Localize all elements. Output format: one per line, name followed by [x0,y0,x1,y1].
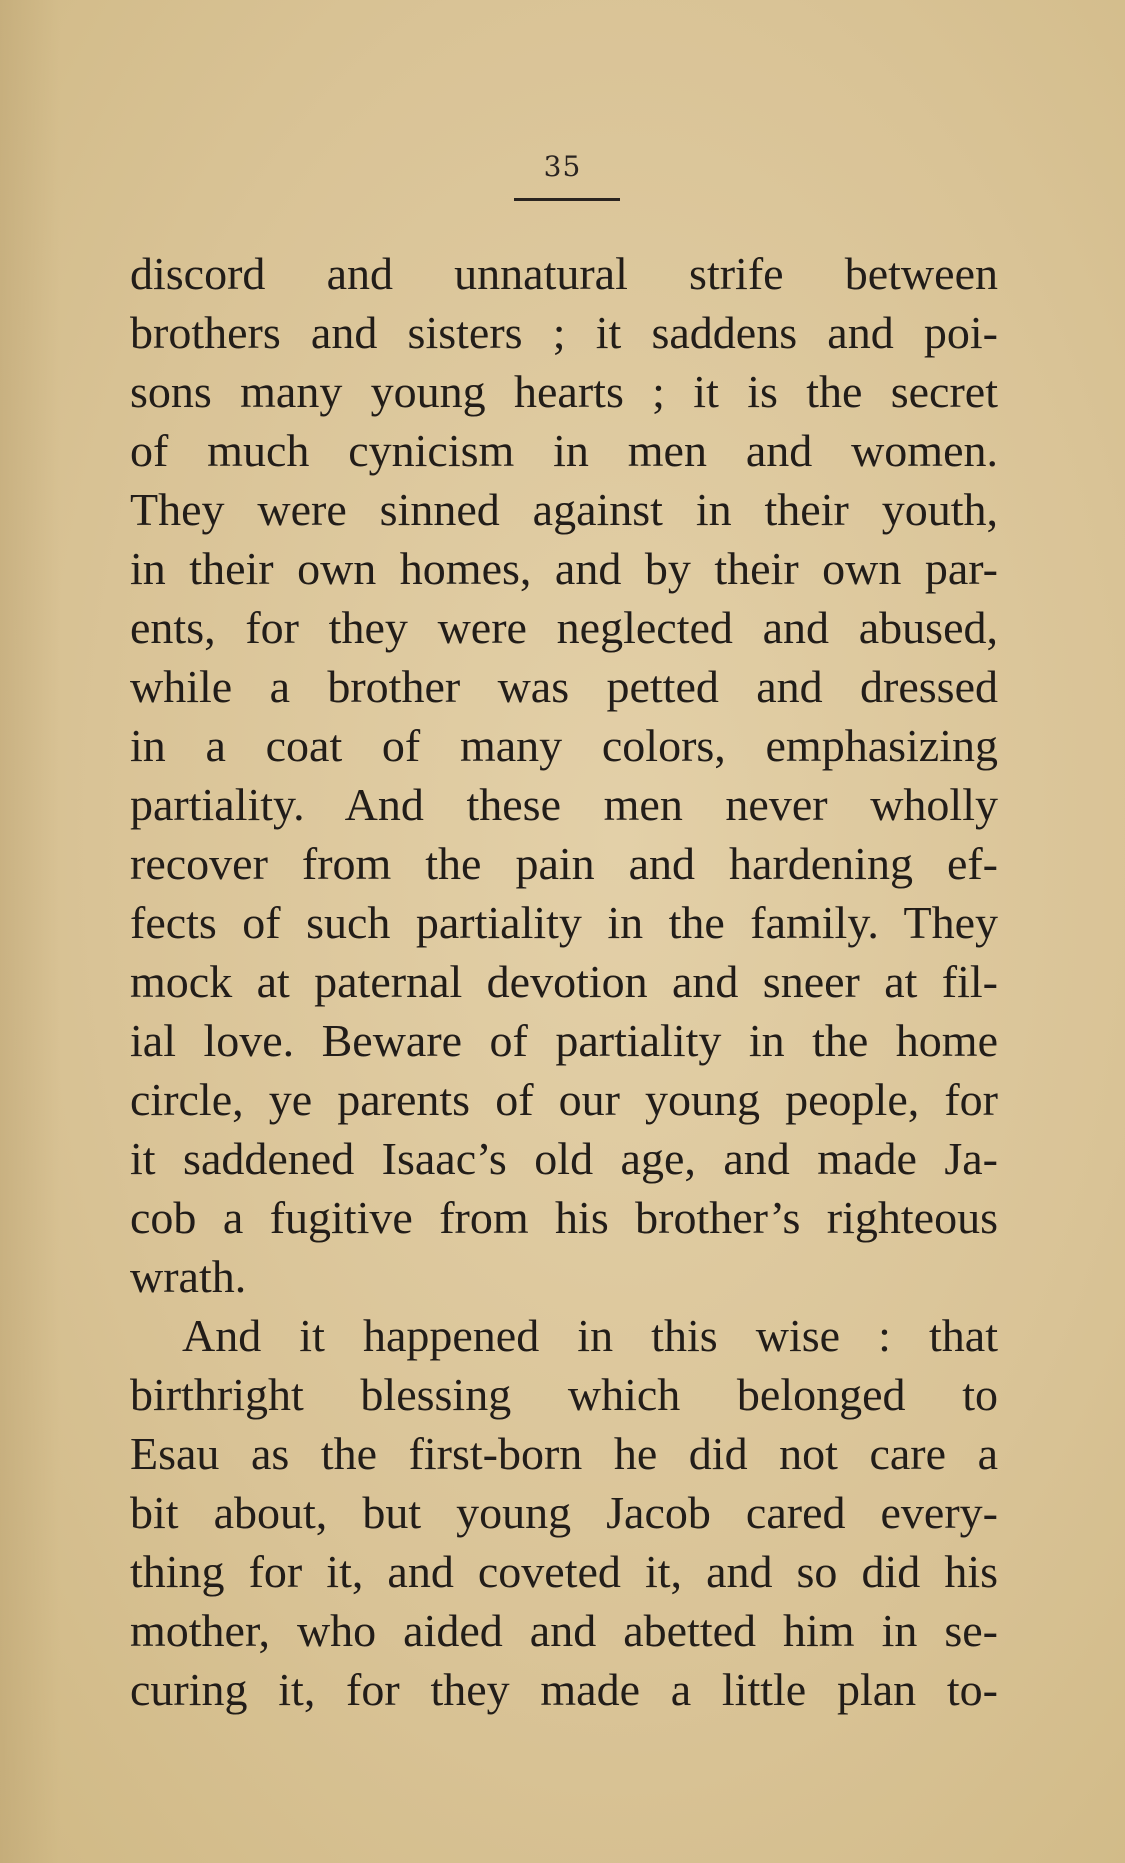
text-line-paragraph-end: wrath. [130,1251,247,1302]
text-line: They were sinned against in their youth, [130,484,998,535]
text-line: recover from the pain and hardening ef- [130,838,998,889]
text-line: partiality. And these men never wholly [130,779,998,830]
text-line: cob a fugitive from his brother’s righteous [130,1192,998,1243]
text-line: of much cynicism in men and women. [130,425,998,476]
text-line: ents, for they were neglected and abused, [130,602,998,653]
text-line: brothers and sisters ; it saddens and poi- [130,307,998,358]
text-line: in a coat of many colors, emphasizing [130,720,998,771]
text-line: Esau as the first-born he did not care a [130,1428,998,1479]
text-line: it saddened Isaac’s old age, and made Ja- [130,1133,998,1184]
text-line: mock at paternal devotion and sneer at fil- [130,956,998,1007]
text-line: discord and unnatural strife between [130,248,998,299]
text-line-paragraph-start: And it happened in this wise : that [182,1310,998,1361]
text-line: ial love. Beware of partiality in the home [130,1015,998,1066]
text-line: curing it, for they made a little plan to- [130,1664,998,1715]
page-number: 35 [543,150,582,183]
text-line: while a brother was petted and dressed [130,661,998,712]
text-line: mother, who aided and abetted him in se- [130,1605,998,1656]
text-line: in their own homes, and by their own par- [130,543,998,594]
body-text [130,244,998,1719]
text-line: circle, ye parents of our young people, for [130,1074,998,1125]
text-line: thing for it, and coveted it, and so did his [130,1546,998,1597]
text-line: sons many young hearts ; it is the secret [130,366,998,417]
text-line: fects of such partiality in the family. They [130,897,998,948]
text-line: bit about, but young Jacob cared every- [130,1487,998,1538]
header-rule [514,198,620,201]
text-line: birthright blessing which belonged to [130,1369,998,1420]
